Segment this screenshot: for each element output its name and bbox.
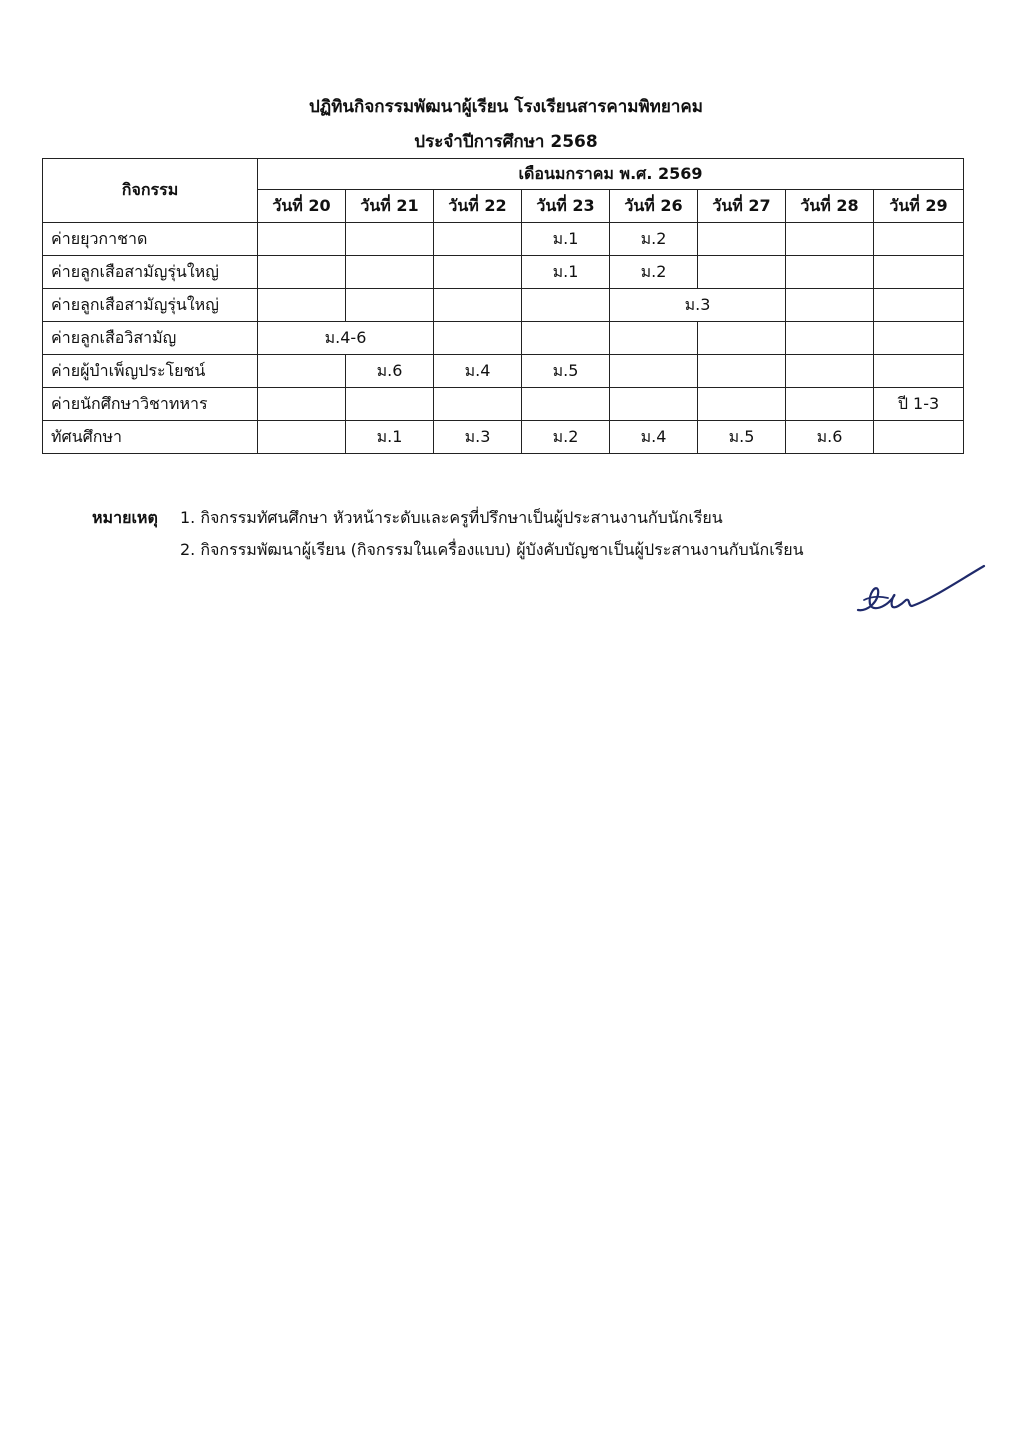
schedule-cell [522,322,610,355]
notes-section [92,502,804,566]
table-row [43,322,964,355]
schedule-cell [786,388,874,421]
schedule-cell [786,223,874,256]
schedule-cell [434,322,522,355]
table-row [43,421,964,454]
activity-column-header: กิจกรรม [43,159,258,223]
schedule-cell [786,256,874,289]
schedule-cell [698,388,786,421]
day-header: วันที่ 23 [522,190,610,223]
note-item: 1. กิจกรรมทัศนศึกษา หัวหน้าระดับและครูที่ปรึกษาเป็นผู้ประสานงานกับนักเรียน [180,508,723,527]
table-row [43,223,964,256]
schedule-cell [874,355,964,388]
activity-schedule-table [42,158,964,454]
schedule-cell [698,355,786,388]
schedule-cell: ม.3 [610,289,786,322]
schedule-cell [434,223,522,256]
schedule-cell: ม.2 [522,421,610,454]
schedule-cell [610,355,698,388]
schedule-cell: ปี 1-3 [874,388,964,421]
day-header: วันที่ 26 [610,190,698,223]
activity-name: ค่ายนักศึกษาวิชาทหาร [43,388,258,421]
schedule-body [43,223,964,454]
table-row [43,355,964,388]
schedule-cell [522,289,610,322]
document-title: ปฏิทินกิจกรรมพัฒนาผู้เรียน โรงเรียนสารคามพิทยาคม [309,97,703,117]
table-row [43,256,964,289]
schedule-cell [258,355,346,388]
schedule-cell [874,223,964,256]
schedule-cell: ม.1 [346,421,434,454]
schedule-cell [610,322,698,355]
schedule-cell [786,289,874,322]
activity-name: ค่ายลูกเสือวิสามัญ [43,322,258,355]
schedule-cell [522,388,610,421]
month-header: เดือนมกราคม พ.ศ. 2569 [258,159,964,190]
schedule-cell [258,388,346,421]
schedule-cell: ม.6 [346,355,434,388]
schedule-cell [258,256,346,289]
schedule-cell [874,322,964,355]
schedule-cell [258,223,346,256]
document-subtitle: ประจำปีการศึกษา 2568 [414,132,598,152]
schedule-cell [258,421,346,454]
table-row [43,289,964,322]
schedule-cell: ม.1 [522,223,610,256]
note-item: 2. กิจกรรมพัฒนาผู้เรียน (กิจกรรมในเครื่องแบบ) ผู้บังคับบัญชาเป็นผู้ประสานงานกับนักเรียน [180,540,804,559]
schedule-cell [874,256,964,289]
schedule-cell [434,289,522,322]
schedule-cell [434,256,522,289]
activity-name: ค่ายลูกเสือสามัญรุ่นใหญ่ [43,289,258,322]
schedule-cell: ม.6 [786,421,874,454]
schedule-cell [434,388,522,421]
schedule-cell [698,256,786,289]
schedule-cell [698,322,786,355]
schedule-cell: ม.3 [434,421,522,454]
day-header: วันที่ 29 [874,190,964,223]
day-header: วันที่ 20 [258,190,346,223]
schedule-cell [698,223,786,256]
schedule-cell: ม.2 [610,256,698,289]
schedule-cell: ม.5 [698,421,786,454]
schedule-cell [610,388,698,421]
schedule-cell [874,421,964,454]
schedule-cell [346,388,434,421]
schedule-cell [346,223,434,256]
signature [850,560,990,620]
schedule-cell: ม.2 [610,223,698,256]
activity-name: ค่ายลูกเสือสามัญรุ่นใหญ่ [43,256,258,289]
activity-name: ค่ายผู้บำเพ็ญประโยชน์ [43,355,258,388]
schedule-cell: ม.4-6 [258,322,434,355]
schedule-cell [874,289,964,322]
schedule-cell [786,355,874,388]
day-header: วันที่ 28 [786,190,874,223]
notes-label: หมายเหตุ [92,508,158,527]
schedule-cell: ม.4 [434,355,522,388]
activity-name: ค่ายยุวกาชาด [43,223,258,256]
schedule-cell [346,289,434,322]
schedule-cell: ม.4 [610,421,698,454]
activity-name: ทัศนศึกษา [43,421,258,454]
schedule-cell: ม.1 [522,256,610,289]
day-header: วันที่ 21 [346,190,434,223]
day-header: วันที่ 27 [698,190,786,223]
schedule-cell [786,322,874,355]
table-row [43,388,964,421]
schedule-cell: ม.5 [522,355,610,388]
day-header: วันที่ 22 [434,190,522,223]
schedule-cell [258,289,346,322]
schedule-cell [346,256,434,289]
